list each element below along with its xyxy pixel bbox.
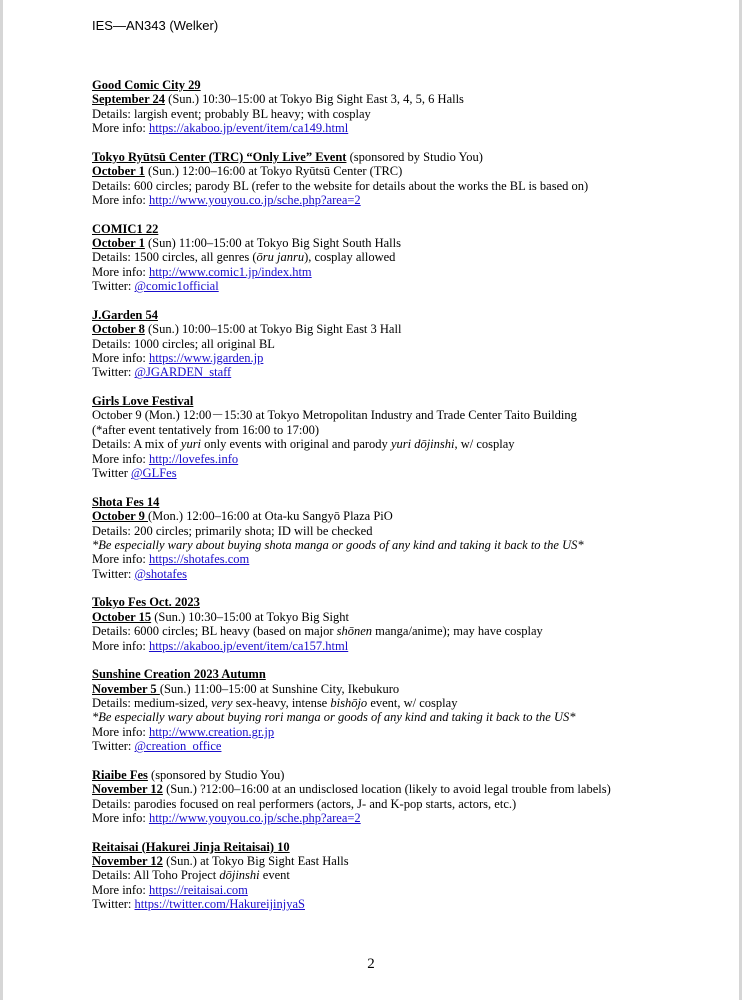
twitter-link[interactable]: @shotafes <box>134 566 188 581</box>
more-info-label: More info: <box>92 552 149 567</box>
more-info-link[interactable]: http://www.youyou.co.jp/sche.php?area=2 <box>148 193 361 208</box>
event-shota-fes <box>92 495 722 581</box>
details-text: Details: 1500 circles, all genres ( <box>92 250 257 265</box>
details-text: Details: medium-sized, <box>92 695 212 710</box>
details-term: ōru janru <box>256 250 305 265</box>
event-time-venue: (Sun.) 10:00–15:00 at Tokyo Big Sight East 3 Hall <box>144 322 402 337</box>
more-info-label: More info: <box>92 451 149 466</box>
event-list <box>92 78 722 926</box>
event-details: Details: 200 circles; primarily shota; ID will be checked <box>92 523 373 538</box>
twitter-label: Twitter: <box>92 279 135 294</box>
event-time-venue: (Sun.) 11:00–15:00 at Sunshine City, Ikebukuro <box>159 681 400 696</box>
event-sponsor: (sponsored by Studio You) <box>346 149 483 164</box>
twitter-link[interactable]: @creation_office <box>134 739 222 754</box>
details-text: ), cosplay allowed <box>304 250 396 265</box>
more-info-link[interactable]: https://shotafes.com <box>148 552 250 567</box>
details-text: Details: A mix of <box>92 437 181 452</box>
event-date: October 9 <box>92 509 149 524</box>
twitter-link[interactable]: https://twitter.com/HakureijinjyaS <box>134 897 305 912</box>
event-time-venue: (Sun.) at Tokyo Big Sight East Halls <box>162 853 349 868</box>
details-text: sex-heavy, intense <box>232 695 331 710</box>
event-details <box>92 250 722 264</box>
event-details <box>92 696 722 710</box>
event-girls-love-festival <box>92 394 722 480</box>
event-riaibe-fes <box>92 768 722 826</box>
twitter-label: Twitter: <box>92 365 135 380</box>
event-date: November 12 <box>92 853 163 868</box>
event-details: Details: parodies focused on real performers (actors, J- and K-pop starts, actors, etc.) <box>92 796 517 811</box>
page-number: 2 <box>367 956 375 972</box>
twitter-label: Twitter: <box>92 566 135 581</box>
event-date: September 24 <box>92 92 166 107</box>
event-title: Reitaisai (Hakurei Jinja Reitaisai) 10 <box>92 839 290 854</box>
more-info-link[interactable]: http://www.creation.gr.jp <box>148 724 275 739</box>
twitter-label: Twitter: <box>92 897 135 912</box>
more-info-label: More info: <box>92 264 149 279</box>
details-term: shōnen <box>336 624 373 639</box>
event-date: October 15 <box>92 609 152 624</box>
more-info-label: More info: <box>92 193 149 208</box>
more-info-label: More info: <box>92 882 149 897</box>
running-header: IES—AN343 (Welker) <box>92 18 219 33</box>
event-time-venue: (Mon.) 12:00–16:00 at Ota-ku Sangyō Plaza PiO <box>148 509 393 524</box>
event-details: Details: 600 circles; parody BL (refer to the website for details about the works the BL is based on) <box>92 178 589 193</box>
more-info-link[interactable]: https://www.jgarden.jp <box>148 351 264 366</box>
details-text: Details: 6000 circles; BL heavy (based on major <box>92 624 337 639</box>
more-info-link[interactable]: http://www.youyou.co.jp/sche.php?area=2 <box>148 810 361 825</box>
event-title: Shota Fes 14 <box>92 494 160 509</box>
event-sponsor: (sponsored by Studio You) <box>147 767 285 782</box>
event-warning: *Be especially wary about buying rori manga or goods of any kind and taking it back to the US* <box>92 710 576 725</box>
twitter-link[interactable]: @JGARDEN_staff <box>134 365 232 380</box>
event-time-venue: (Sun.) 10:30–15:00 at Tokyo Big Sight East 3, 4, 5, 6 Halls <box>165 92 464 107</box>
more-info-label: More info: <box>92 810 149 825</box>
event-warning: *Be especially wary about buying shota manga or goods of any kind and taking it back to the US* <box>92 537 584 552</box>
event-date: November 5 <box>92 681 160 696</box>
event-title: COMIC1 22 <box>92 221 159 236</box>
event-date: November 12 <box>92 782 163 797</box>
details-term: bishōjo <box>330 695 368 710</box>
event-details: Details: largish event; probably BL heavy; with cosplay <box>92 106 371 121</box>
event-good-comic-city <box>92 78 722 136</box>
details-text: , w/ cosplay <box>454 437 515 452</box>
more-info-link[interactable]: https://akaboo.jp/event/item/ca149.html <box>148 121 349 136</box>
details-text: event, w/ cosplay <box>367 695 458 710</box>
event-time-venue: (Sun.) 10:30–15:00 at Tokyo Big Sight <box>151 609 350 624</box>
event-details <box>92 868 722 882</box>
details-text: manga/anime); may have cosplay <box>372 624 543 639</box>
more-info-label: More info: <box>92 638 149 653</box>
event-time-venue: (Sun.) ?12:00–16:00 at an undisclosed location (likely to avoid legal trouble from labels) <box>162 782 611 797</box>
details-term: yuri <box>180 437 202 452</box>
event-sunshine-creation <box>92 667 722 753</box>
event-tokyo-fes <box>92 595 722 653</box>
details-term: yuri dōjinshi <box>390 437 455 452</box>
details-text: only events with original and parody <box>201 437 391 452</box>
event-date: October 1 <box>92 164 145 179</box>
event-date-line: October 9 (Mon.) 12:00－15:30 at Tokyo Metropolitan Industry and Trade Center Taito Building <box>92 408 577 423</box>
more-info-label: More info: <box>92 724 149 739</box>
event-details <box>92 624 722 638</box>
event-title: Riaibe Fes <box>92 767 148 782</box>
event-details: Details: 1000 circles; all original BL <box>92 336 275 351</box>
twitter-link[interactable]: @comic1official <box>134 279 219 294</box>
more-info-link[interactable]: https://akaboo.jp/event/item/ca157.html <box>148 638 349 653</box>
more-info-label: More info: <box>92 351 149 366</box>
event-comic1 <box>92 222 722 294</box>
event-title: Tokyo Fes Oct. 2023 <box>92 595 200 610</box>
event-time-venue: (Sun.) 12:00–16:00 at Tokyo Ryūtsū Center (TRC) <box>144 164 403 179</box>
details-text: event <box>259 868 290 883</box>
event-reitaisai <box>92 840 722 912</box>
event-time-venue: (Sun) 11:00–15:00 at Tokyo Big Sight South Halls <box>144 236 401 251</box>
more-info-link[interactable]: http://www.comic1.jp/index.htm <box>148 264 312 279</box>
more-info-label: More info: <box>92 121 149 136</box>
twitter-label: Twitter: <box>92 739 135 754</box>
event-title: Good Comic City 29 <box>92 78 201 92</box>
event-details <box>92 437 722 451</box>
event-title: J.Garden 54 <box>92 307 158 322</box>
twitter-label: Twitter <box>92 466 132 481</box>
event-jgarden <box>92 308 722 380</box>
event-title: Tokyo Ryūtsū Center (TRC) “Only Live” Event <box>92 149 347 164</box>
more-info-link[interactable]: http://lovefes.info <box>148 451 239 466</box>
twitter-link[interactable]: @GLFes <box>131 466 177 481</box>
details-term: dōjinshi <box>219 868 260 883</box>
details-term: very <box>211 695 233 710</box>
page-border-left <box>0 0 3 1000</box>
event-date: October 1 <box>92 236 145 251</box>
event-title: Sunshine Creation 2023 Autumn <box>92 667 266 682</box>
event-date: October 8 <box>92 322 145 337</box>
event-trc-only-live <box>92 150 722 208</box>
details-text: Details: All Toho Project <box>92 868 220 883</box>
event-title: Girls Love Festival <box>92 394 194 409</box>
more-info-link[interactable]: https://reitaisai.com <box>148 882 248 897</box>
event-note: (*after event tentatively from 16:00 to 17:00) <box>92 422 320 437</box>
